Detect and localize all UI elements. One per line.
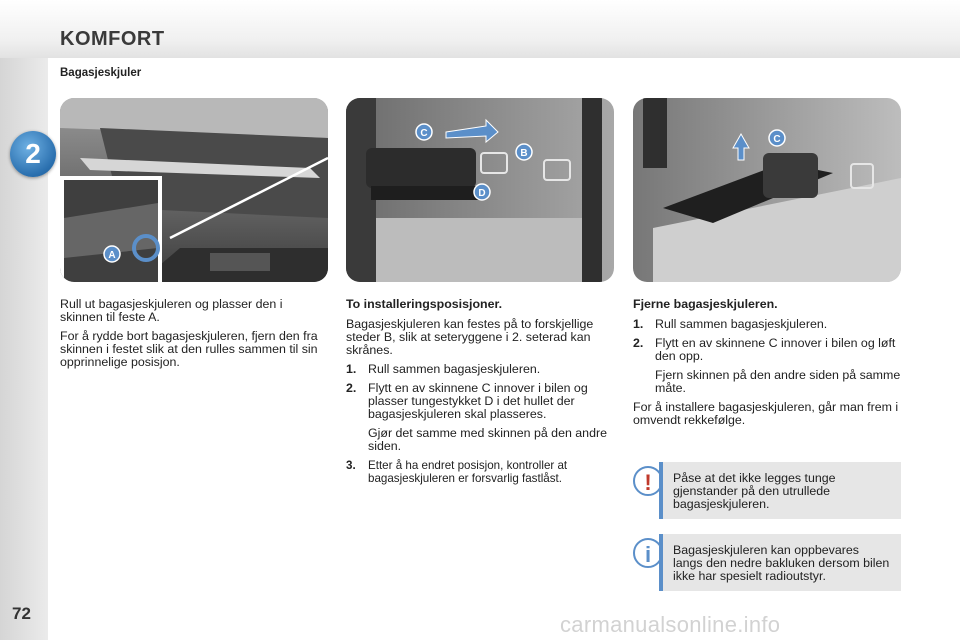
warning-note-text: Påse at det ikke legges tunge gjenstander på den utrullede bagasjeskjuleren.: [673, 471, 836, 511]
step-number: [633, 369, 655, 395]
removal-heading: Fjerne bagasjeskjuleren.: [633, 297, 778, 311]
step-number: 3.: [346, 459, 356, 472]
figure-rail-positions: [346, 98, 614, 282]
column-installation: [346, 298, 614, 491]
removal-illustration: [633, 98, 901, 282]
installation-step: [346, 427, 614, 453]
intro-paragraph-1: Rull ut bagasjeskjuleren og plasser den i skinnen til feste A.: [60, 297, 283, 324]
figure-remove-cover: [633, 98, 901, 282]
removal-step: [633, 337, 901, 363]
step-number: 2.: [633, 336, 644, 350]
figure-label-a: A: [108, 250, 116, 261]
column-removal: [633, 298, 901, 433]
step-number: 1.: [633, 317, 644, 331]
figure-label-b: B: [520, 148, 528, 159]
step-number: 1.: [346, 362, 357, 376]
step-number: [346, 427, 368, 453]
figure-label-c: C: [420, 128, 428, 139]
info-note-text: Bagasjeskjuleren kan oppbevares langs den nedre bakluken dersom bilen ikke har spesielt radioutstyr.: [673, 543, 890, 583]
intro-paragraph-2: For å rydde bort bagasjeskjuleren, fjern den fra skinnen i festet slik at den rulles sammen til sin opprinnelige posisjon.: [60, 329, 318, 369]
step-text: Fjern skinnen på den andre siden på samme måte.: [655, 368, 901, 395]
installation-step: [346, 459, 614, 485]
section-title: Bagasjeskjuler: [60, 67, 142, 79]
chapter-badge: 2: [10, 131, 56, 177]
trunk-illustration: [60, 98, 328, 282]
step-text: Rull sammen bagasjeskjuleren.: [655, 317, 828, 331]
removal-step: [633, 318, 901, 331]
removal-outro: For å installere bagasjeskjuleren, går man frem i omvendt rekkefølge.: [633, 400, 899, 427]
figure-cover-in-trunk: [60, 98, 328, 282]
info-note: [659, 534, 901, 591]
figure-label-c-remove: C: [773, 134, 781, 145]
page-number: 72: [12, 604, 31, 623]
warning-icon: !: [633, 466, 663, 496]
step-text: Flytt en av skinnene C innover i bilen og løft den opp.: [655, 336, 896, 363]
figure-label-d: D: [478, 188, 486, 199]
step-text: Etter å ha endret posisjon, kontroller at bagasjeskjuleren er forsvarlig fastlåst.: [368, 459, 568, 485]
step-text: Gjør det samme med skinnen på den andre siden.: [368, 426, 607, 453]
installation-heading: To installeringsposisjoner.: [346, 297, 503, 311]
installation-step: [346, 382, 614, 421]
rail-illustration: [346, 98, 614, 282]
removal-step: [633, 369, 901, 395]
installation-intro: Bagasjeskjuleren kan festes på to forskjellige steder B, slik at seteryggene i 2. seterad kan skrånes.: [346, 317, 594, 357]
page-title: KOMFORT: [60, 28, 165, 50]
left-margin-strip: [0, 0, 48, 640]
step-number: 2.: [346, 381, 357, 395]
column-intro: [60, 298, 328, 375]
step-text: Flytt en av skinnene C innover i bilen og plasser tungestykket D i det hullet der bagasjeskjuleren skal plasseres.: [368, 381, 588, 421]
installation-step: [346, 363, 614, 376]
info-icon: i: [633, 538, 663, 568]
watermark: carmanualsonline.info: [560, 612, 781, 637]
warning-note: [659, 462, 901, 519]
step-text: Rull sammen bagasjeskjuleren.: [368, 362, 541, 376]
